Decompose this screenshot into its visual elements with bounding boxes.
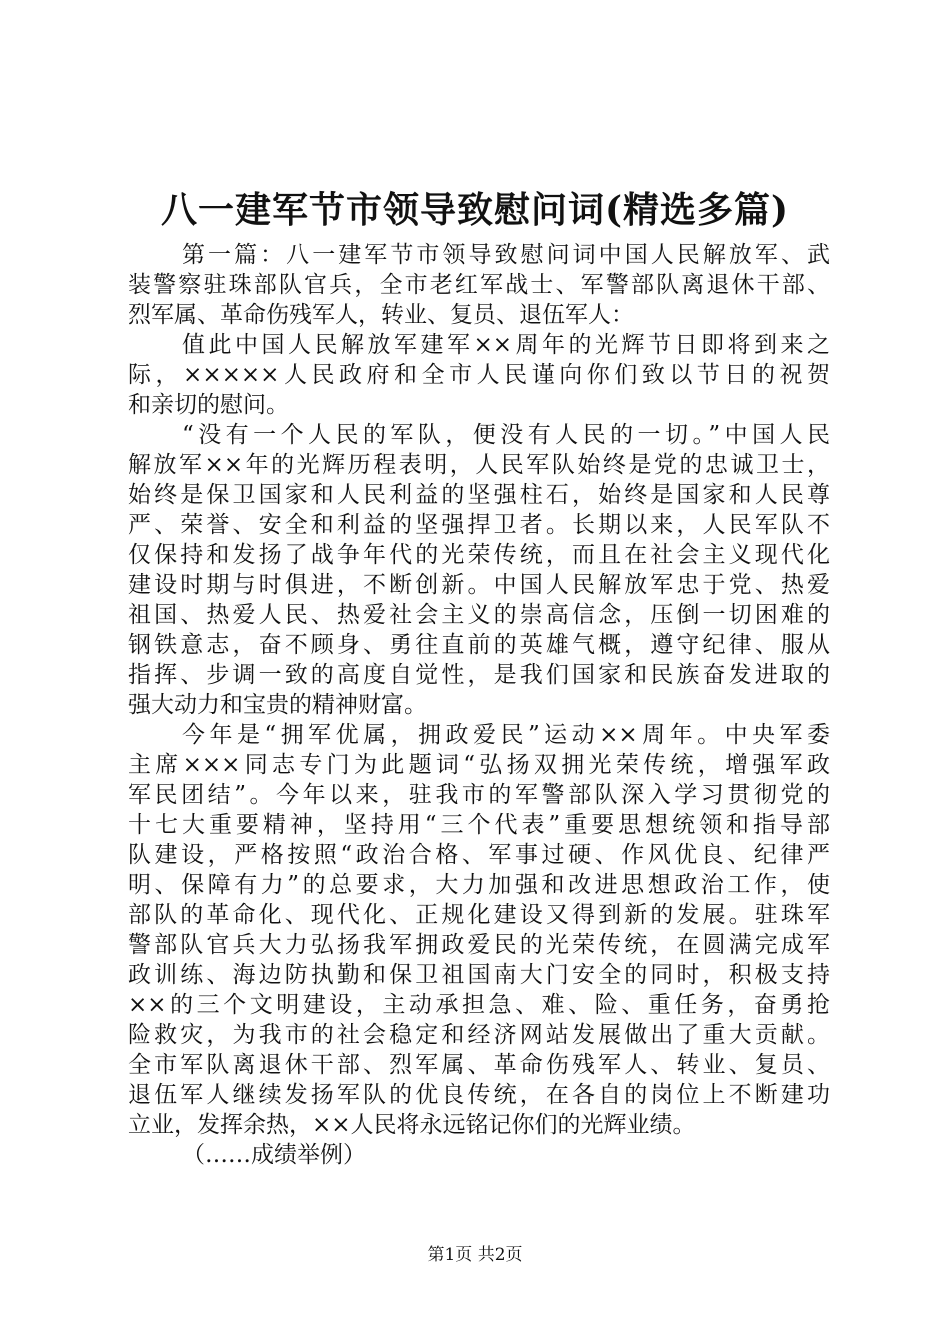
document-body bbox=[128, 240, 830, 1170]
body-line: 值此中国人民解放军建军××周年的光辉节日即将到来之 bbox=[182, 332, 830, 358]
body-line: 强大动力和宝贵的精神财富。 bbox=[128, 692, 427, 718]
body-line: 警部队官兵大力弘扬我军拥政爱民的光荣传统，在圆满完成军 bbox=[128, 932, 830, 958]
body-line: 钢铁意志，奋不顾身、勇往直前的英雄气概，遵守纪律、服从 bbox=[128, 632, 830, 658]
body-line: 第一篇：八一建军节市领导致慰问词中国人民解放军、武 bbox=[182, 242, 830, 268]
body-line: 队建设，严格按照“政治合格、军事过硬、作风优良、纪律严 bbox=[128, 842, 830, 868]
body-line: 立业，发挥余热，××人民将永远铭记你们的光辉业绩。 bbox=[128, 1112, 696, 1138]
body-line: 军民团结”。今年以来，驻我市的军警部队深入学习贯彻党的 bbox=[128, 782, 830, 808]
body-line: ××的三个文明建设，主动承担急、难、险、重任务，奋勇抢 bbox=[128, 992, 830, 1018]
body-line: 险救灾，为我市的社会稳定和经济网站发展做出了重大贡献。 bbox=[128, 1022, 830, 1048]
body-line: 建设时期与时俱进，不断创新。中国人民解放军忠于党、热爱 bbox=[128, 572, 830, 598]
body-line: “没有一个人民的军队，便没有人民的一切。”中国人民 bbox=[182, 422, 830, 448]
body-line: 政训练、海边防执勤和保卫祖国南大门安全的同时，积极支持 bbox=[128, 962, 830, 988]
body-line: 主席×××同志专门为此题词“弘扬双拥光荣传统，增强军政 bbox=[128, 752, 830, 778]
body-line: 全市军队离退休干部、烈军属、革命伤残军人、转业、复员、 bbox=[128, 1052, 830, 1078]
body-line: 烈军属、革命伤残军人，转业、复员、退伍军人： bbox=[128, 302, 634, 328]
body-line: 际，×××××人民政府和全市人民谨向你们致以节日的祝贺 bbox=[128, 362, 830, 388]
body-line: 始终是保卫国家和人民利益的坚强柱石，始终是国家和人民尊 bbox=[128, 482, 830, 508]
body-line: 今年是“拥军优属，拥政爱民”运动××周年。中央军委 bbox=[182, 722, 830, 748]
body-line: 装警察驻珠部队官兵，全市老红军战士、军警部队离退休干部、 bbox=[128, 272, 830, 298]
body-line: 祖国、热爱人民、热爱社会主义的崇高信念，压倒一切困难的 bbox=[128, 602, 830, 628]
body-line: 十七大重要精神，坚持用“三个代表”重要思想统领和指导部 bbox=[128, 812, 830, 838]
body-line: 严、荣誉、安全和利益的坚强捍卫者。长期以来，人民军队不 bbox=[128, 512, 830, 538]
body-line: 仅保持和发扬了战争年代的光荣传统，而且在社会主义现代化 bbox=[128, 542, 830, 568]
body-line: 解放军××年的光辉历程表明，人民军队始终是党的忠诚卫士， bbox=[128, 452, 830, 478]
body-line: 指挥、步调一致的高度自觉性，是我们国家和民族奋发进取的 bbox=[128, 662, 830, 688]
body-line: （……成绩举例） bbox=[182, 1142, 366, 1168]
body-line: 退伍军人继续发扬军队的优良传统，在各自的岗位上不断建功 bbox=[128, 1082, 830, 1108]
body-line: 明、保障有力”的总要求，大力加强和改进思想政治工作，使 bbox=[128, 872, 830, 898]
body-line: 和亲切的慰问。 bbox=[128, 392, 289, 418]
page-number: 第1页 共2页 bbox=[427, 1245, 523, 1265]
document-title: 八一建军节市领导致慰问词(精选多篇) bbox=[160, 189, 790, 231]
body-line: 部队的革命化、现代化、正规化建设又得到新的发展。驻珠军 bbox=[128, 902, 830, 928]
